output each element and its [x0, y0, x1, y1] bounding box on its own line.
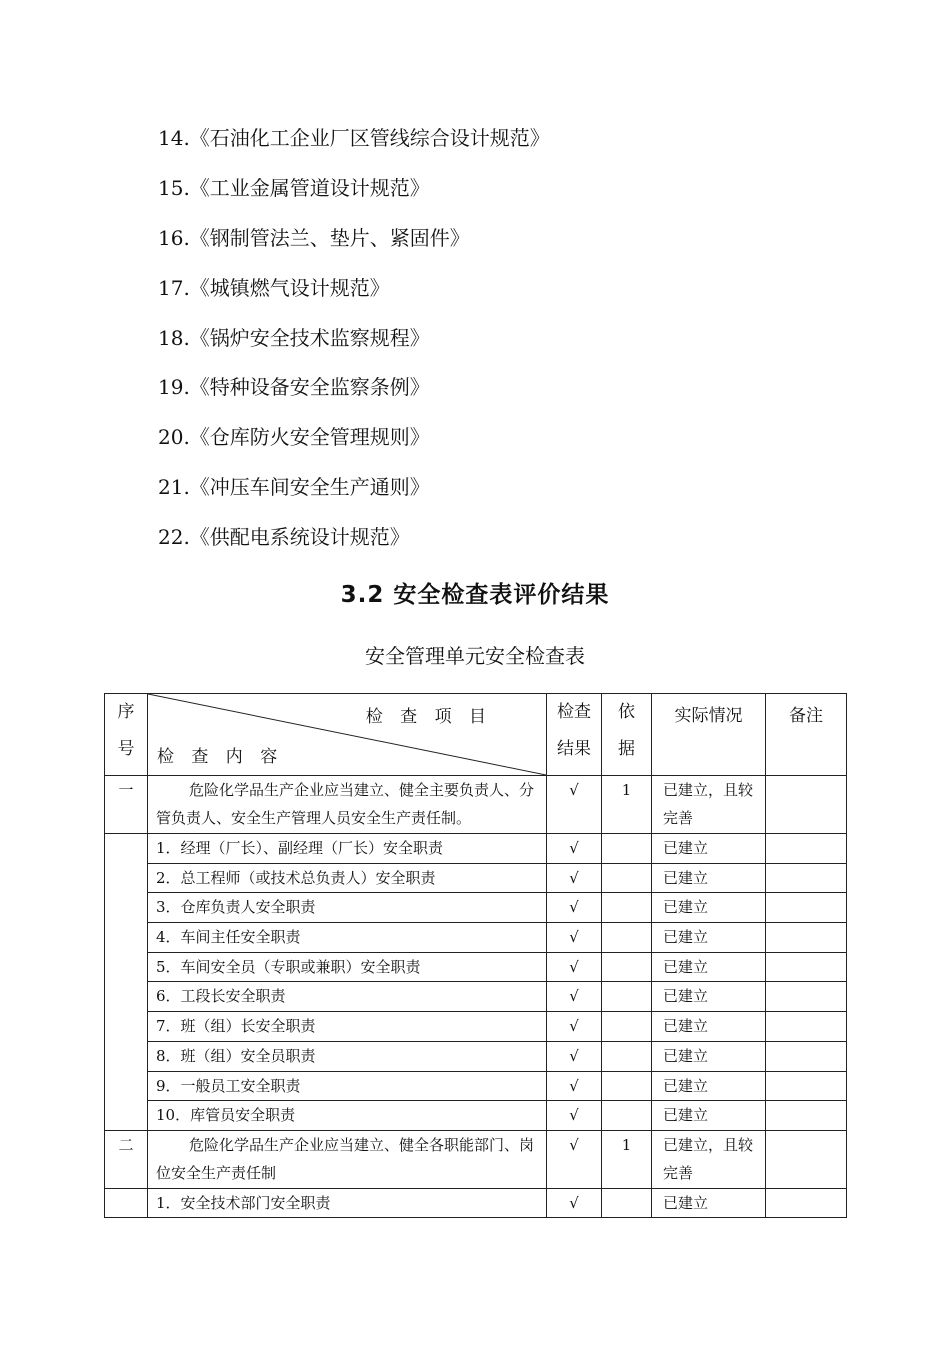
reference-item: 20.《仓库防火安全管理规则》: [158, 425, 430, 450]
row-actual: 已建立: [652, 1041, 766, 1071]
table-row: [105, 893, 847, 923]
row-content: 6．工段长安全职责: [148, 982, 547, 1012]
reference-list: [158, 116, 550, 565]
row-content: 5．车间安全员（专职或兼职）安全职责: [148, 952, 547, 982]
row-note: [766, 1012, 847, 1042]
row-result: √: [547, 776, 602, 834]
row-seq-blank: [105, 834, 148, 1131]
table-row: [105, 863, 847, 893]
row-result: √: [547, 863, 602, 893]
row-result: √: [547, 982, 602, 1012]
row-basis: 1: [602, 776, 652, 834]
row-basis: [602, 1041, 652, 1071]
safety-checklist-table: [104, 693, 847, 1218]
row-content: 危险化学品生产企业应当建立、健全主要负责人、分管负责人、安全生产管理人员安全生产责任制。: [148, 776, 547, 834]
row-note: [766, 1071, 847, 1101]
row-note: [766, 982, 847, 1012]
row-content: 8．班（组）安全员职责: [148, 1041, 547, 1071]
row-content: 9．一般员工安全职责: [148, 1071, 547, 1101]
row-actual: 已建立: [652, 893, 766, 923]
row-actual: 已建立: [652, 834, 766, 864]
row-actual: 已建立: [652, 1101, 766, 1131]
row-content: 7．班（组）长安全职责: [148, 1012, 547, 1042]
header-seq: 序 号: [105, 694, 148, 776]
table-row: [105, 776, 847, 834]
row-actual: 已建立: [652, 952, 766, 982]
header-diagonal-cell: [148, 694, 547, 776]
header-actual: 实际情况: [652, 694, 766, 776]
reference-item: 18.《锅炉安全技术监察规程》: [158, 325, 430, 350]
table-header-row: [105, 694, 847, 776]
row-result: √: [547, 1101, 602, 1131]
row-result: √: [547, 1130, 602, 1188]
row-result: √: [547, 893, 602, 923]
row-actual: 已建立: [652, 982, 766, 1012]
header-note: 备注: [766, 694, 847, 776]
header-check-item: 检 查 项 目: [365, 707, 492, 727]
row-actual: 已建立: [652, 1071, 766, 1101]
table-row: [105, 1101, 847, 1131]
row-actual: 已建立: [652, 923, 766, 953]
row-content: 1．安全技术部门安全职责: [148, 1188, 547, 1217]
row-seq: 二: [105, 1130, 148, 1188]
row-basis: [602, 1101, 652, 1131]
row-note: [766, 893, 847, 923]
row-note: [766, 1101, 847, 1131]
table-row: [105, 952, 847, 982]
header-result: 检查 结果: [547, 694, 602, 776]
table-caption: 安全管理单元安全检查表: [365, 644, 585, 668]
section-heading: 3.2 安全检查表评价结果: [340, 582, 610, 608]
row-content: 1．经理（厂长）、副经理（厂长）安全职责: [148, 834, 547, 864]
reference-item: 21.《冲压车间安全生产通则》: [158, 475, 430, 500]
row-result: √: [547, 923, 602, 953]
row-note: [766, 1130, 847, 1188]
row-note: [766, 923, 847, 953]
row-actual: 已建立，且较完善: [652, 776, 766, 834]
table-row: [105, 1041, 847, 1071]
row-basis: [602, 863, 652, 893]
table-row: [105, 834, 847, 864]
table-row: [105, 1130, 847, 1188]
row-result: √: [547, 1012, 602, 1042]
reference-item: 16.《钢制管法兰、垫片、紧固件》: [158, 225, 470, 250]
table-row: [105, 1071, 847, 1101]
row-basis: [602, 834, 652, 864]
row-result: √: [547, 1071, 602, 1101]
row-result: √: [547, 1041, 602, 1071]
row-basis: 1: [602, 1130, 652, 1188]
header-check-content: 检 查 内 容: [157, 747, 284, 767]
row-content: 危险化学品生产企业应当建立、健全各职能部门、岗位安全生产责任制: [148, 1130, 547, 1188]
row-actual: 已建立: [652, 1012, 766, 1042]
row-basis: [602, 982, 652, 1012]
table-row: [105, 1012, 847, 1042]
reference-item: 22.《供配电系统设计规范》: [158, 525, 410, 550]
row-result: √: [547, 952, 602, 982]
header-basis: 依 据: [602, 694, 652, 776]
row-actual: 已建立，且较完善: [652, 1130, 766, 1188]
row-note: [766, 952, 847, 982]
row-content: 3．仓库负责人安全职责: [148, 893, 547, 923]
reference-item: 15.《工业金属管道设计规范》: [158, 175, 430, 200]
row-basis: [602, 893, 652, 923]
row-basis: [602, 923, 652, 953]
reference-item: 19.《特种设备安全监察条例》: [158, 375, 430, 400]
row-content: 2．总工程师（或技术总负责人）安全职责: [148, 863, 547, 893]
table-row: [105, 982, 847, 1012]
row-basis: [602, 1071, 652, 1101]
reference-item: 14.《石油化工企业厂区管线综合设计规范》: [158, 126, 550, 150]
reference-item: 17.《城镇燃气设计规范》: [158, 275, 390, 300]
row-result: √: [547, 1188, 602, 1217]
row-note: [766, 1188, 847, 1217]
row-content: 10．库管员安全职责: [148, 1101, 547, 1131]
row-note: [766, 834, 847, 864]
row-note: [766, 863, 847, 893]
row-actual: 已建立: [652, 1188, 766, 1217]
row-basis: [602, 1012, 652, 1042]
row-basis: [602, 1188, 652, 1217]
row-seq: 一: [105, 776, 148, 834]
row-seq-blank: [105, 1188, 148, 1217]
row-result: √: [547, 834, 602, 864]
row-actual: 已建立: [652, 863, 766, 893]
table-row: [105, 923, 847, 953]
row-basis: [602, 952, 652, 982]
row-note: [766, 1041, 847, 1071]
table-row: [105, 1188, 847, 1217]
row-note: [766, 776, 847, 834]
row-content: 4．车间主任安全职责: [148, 923, 547, 953]
